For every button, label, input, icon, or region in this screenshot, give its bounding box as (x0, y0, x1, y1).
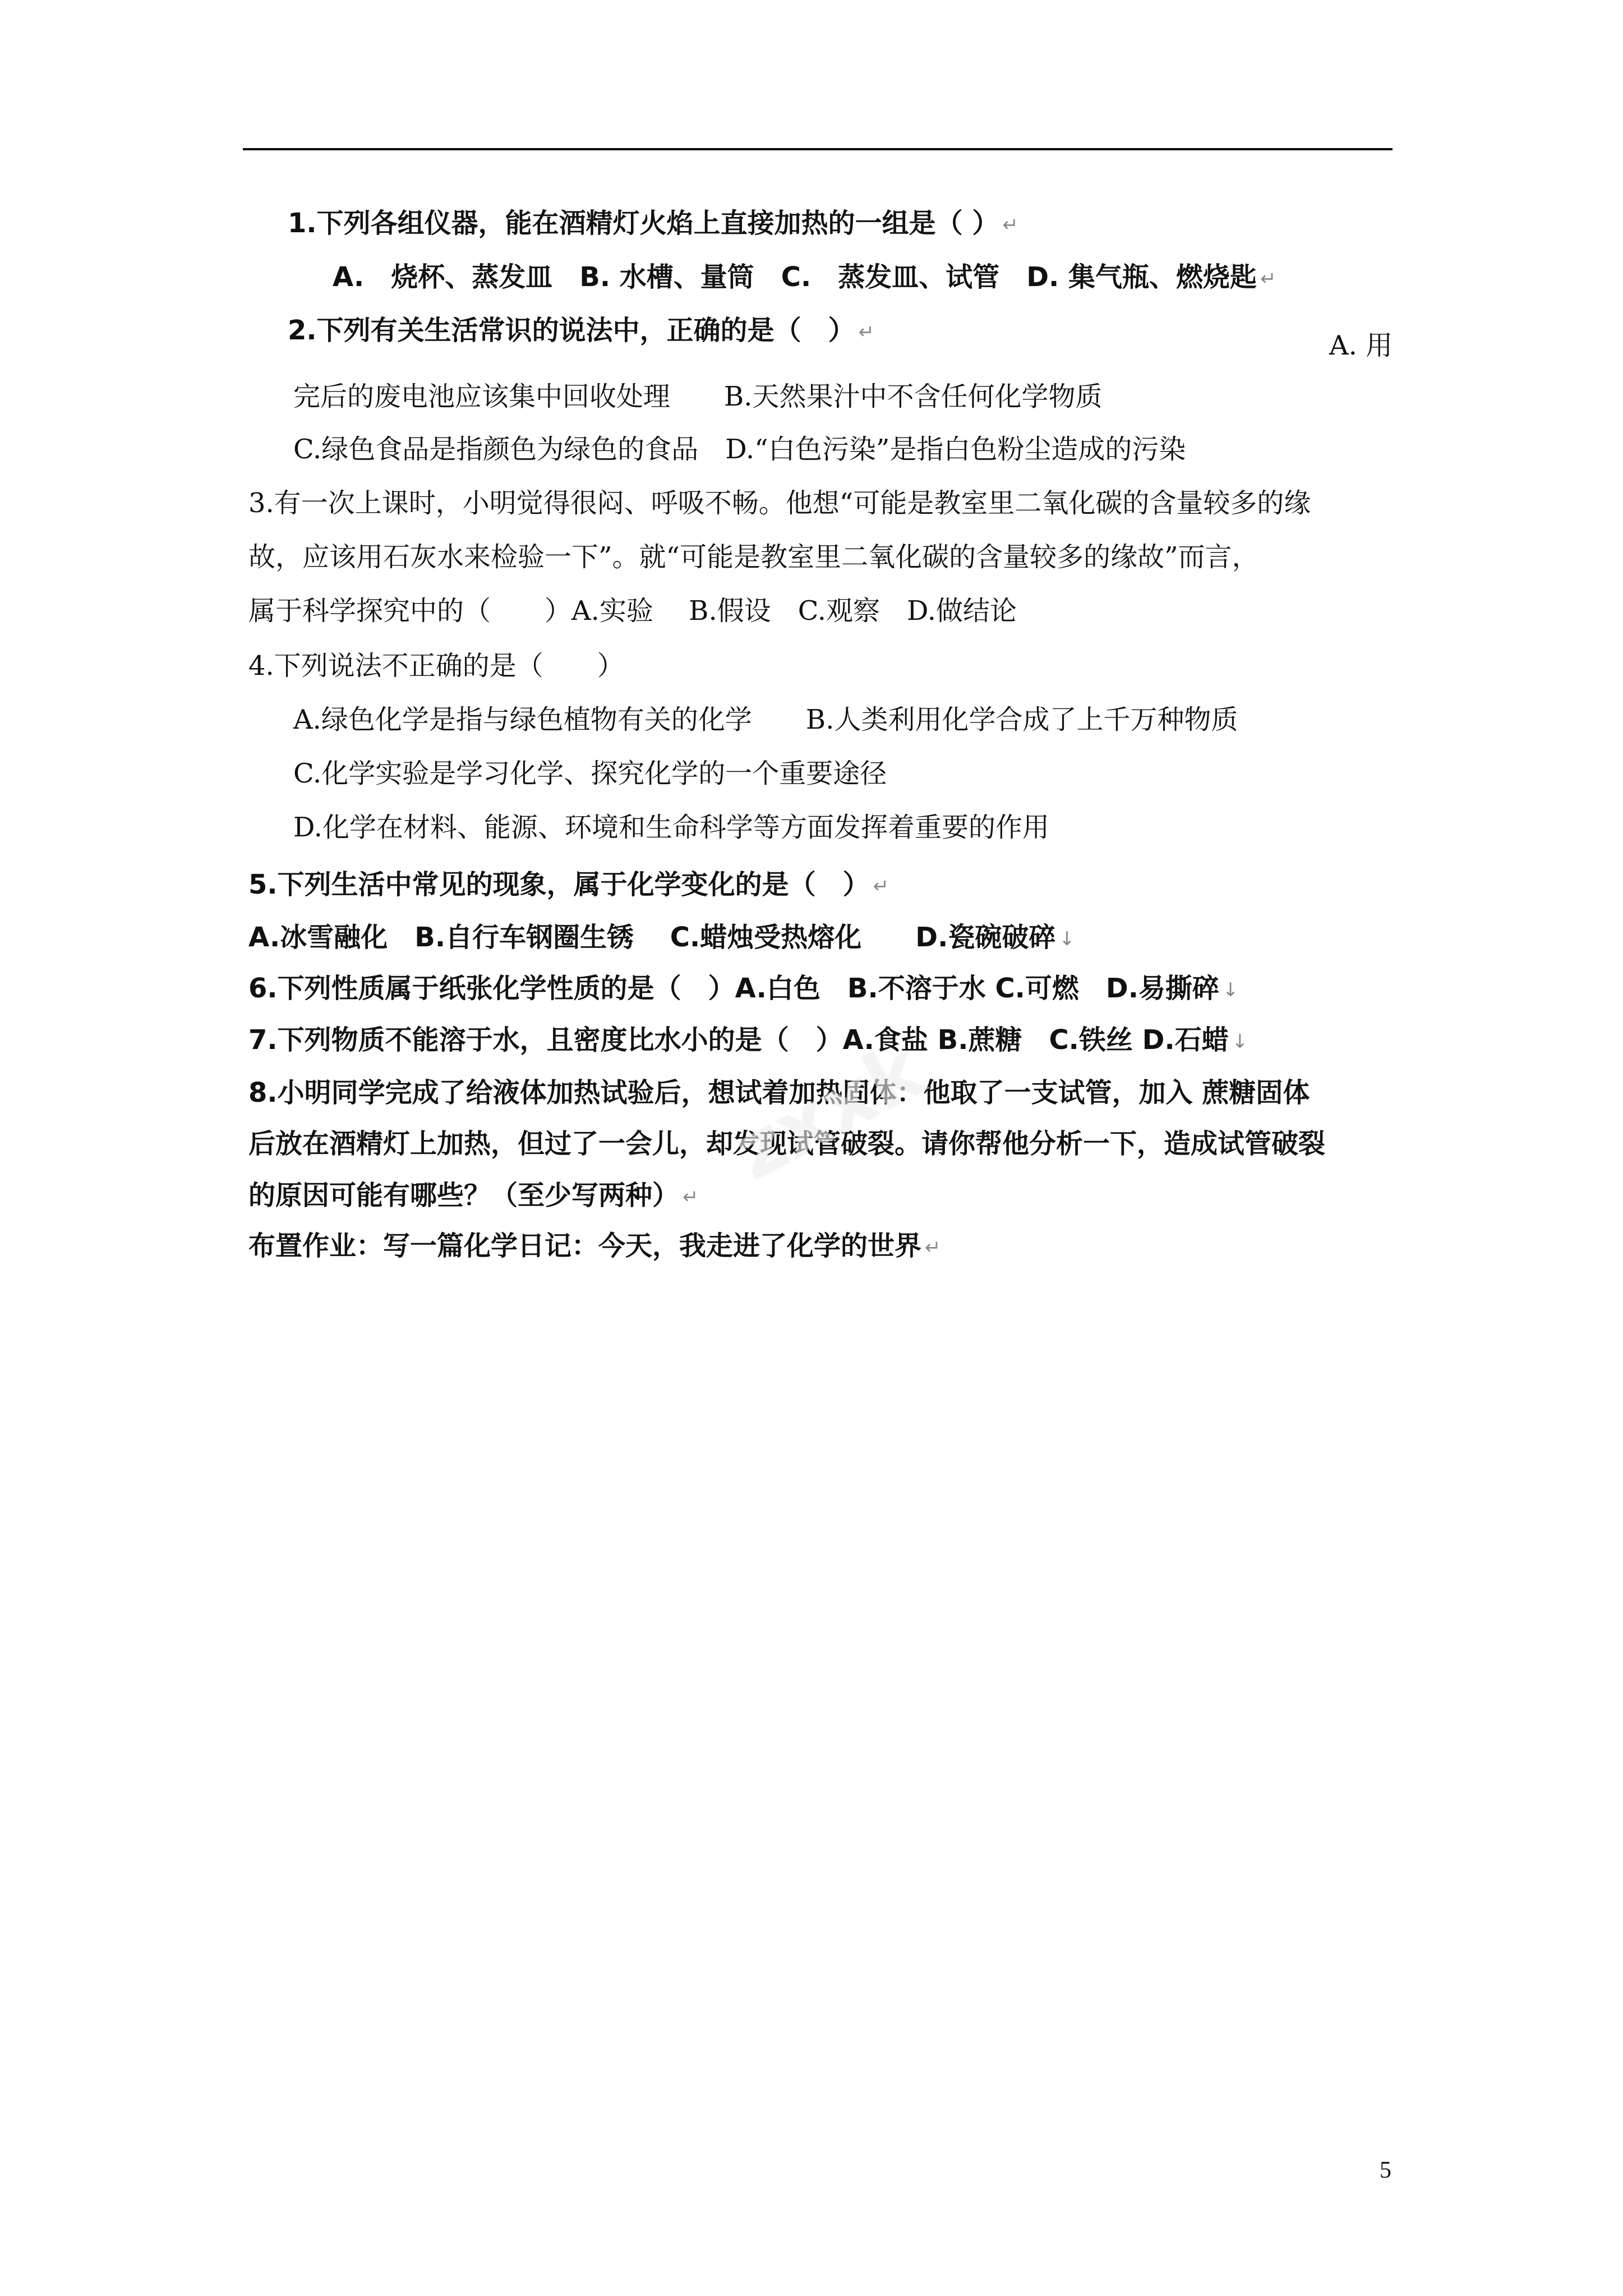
question-2-option-a-start: A. 用 (1329, 330, 1393, 361)
question-2-line-3: C.绿色食品是指颜色为绿色的食品 D.“白色污染”是指白色粉尘造成的污染 (293, 434, 1186, 465)
question-1-stem: 1.下列各组仪器，能在酒精灯火焰上直接加热的一组是（ ） ↵ (288, 208, 1018, 239)
question-2-line-2: 完后的废电池应该集中回收处理 B.天然果汁中不含任何化学物质 (293, 381, 1103, 412)
question-8-line-1: 8.小明同学完成了给液体加热试验后，想试着加热固体：他取了一支试管，加入 蔗糖固体 (248, 1077, 1310, 1108)
question-4-stem: 4.下列说法不正确的是（ ） (248, 650, 624, 682)
down-mark: ↓ (1232, 1030, 1248, 1053)
homework-assignment: 布置作业：写一篇化学日记：今天，我走进了化学的世界 ↵ (248, 1230, 941, 1262)
question-5-options: A.冰雪融化 B.自行车钢圈生锈 C.蜡烛受热熔化 D.瓷碗破碎 ↓ (248, 922, 1075, 953)
return-mark: ↵ (683, 1186, 699, 1208)
page-number: 5 (1380, 2157, 1391, 2183)
watermark: zxxk (719, 1024, 938, 1199)
down-mark: ↓ (1059, 928, 1075, 950)
question-3-line-2: 故，应该用石灰水来检验一下”。就“可能是教室里二氧化碳的含量较多的缘故”而言， (248, 541, 1259, 573)
return-mark: ↵ (1260, 268, 1276, 290)
question-1-options: A. 烧杯、蒸发皿 B. 水槽、量筒 C. 蒸发皿、试管 D. 集气瓶、燃烧匙 ↵ (333, 261, 1276, 293)
question-4-line-3: D.化学在材料、能源、环境和生命科学等方面发挥着重要的作用 (293, 812, 1050, 843)
question-2-stem: 2.下列有关生活常识的说法中，正确的是（ ） ↵ (288, 315, 875, 346)
return-mark: ↵ (1002, 214, 1018, 236)
question-8-line-3: 的原因可能有哪些？（至少写两种） ↵ (248, 1180, 699, 1211)
question-5-stem: 5.下列生活中常见的现象，属于化学变化的是（ ） ↵ (248, 869, 889, 900)
question-3-line-1: 3.有一次上课时，小明觉得很闷、呼吸不畅。他想“可能是教室里二氧化碳的含量较多的缘 (248, 487, 1311, 519)
question-6: 6.下列性质属于纸张化学性质的是（ ）A.白色 B.不溶于水 C.可燃 D.易撕碎 ↓ (248, 973, 1239, 1004)
question-3-line-3: 属于科学探究中的（ ）A.实验 B.假设 C.观察 D.做结论 (248, 595, 1017, 627)
return-mark: ↵ (925, 1236, 941, 1259)
question-8-line-2: 后放在酒精灯上加热，但过了一会儿，却发现试管破裂。请你帮他分析一下，造成试管破裂 (248, 1128, 1326, 1159)
return-mark: ↵ (858, 321, 875, 343)
down-mark: ↓ (1222, 979, 1239, 1001)
question-4-line-2: C.化学实验是学习化学、探究化学的一个重要途径 (293, 758, 887, 789)
header-rule (243, 148, 1393, 150)
question-4-line-1: A.绿色化学是指与绿色植物有关的化学 B.人类利用化学合成了上千万种物质 (293, 704, 1238, 735)
return-mark: ↵ (873, 875, 889, 898)
question-7: 7.下列物质不能溶于水，且密度比水小的是（ ）A.食盐 B.蔗糖 C.铁丝 D.石蜡 ↓ (248, 1024, 1248, 1056)
